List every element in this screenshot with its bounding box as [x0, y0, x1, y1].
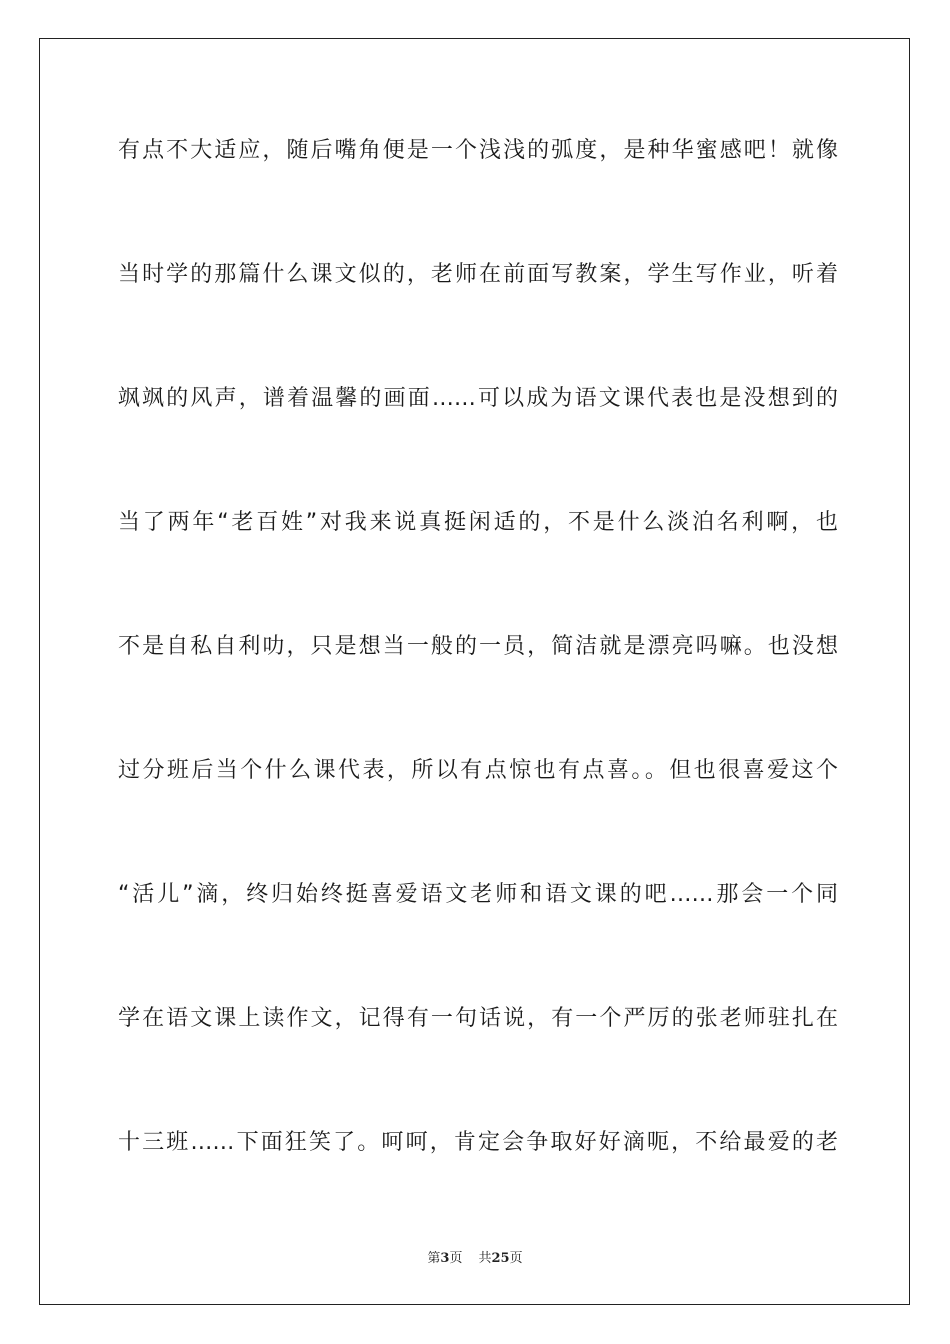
body-text-line-8: 学在语文课上读作文，记得有一句话说，有一个严厉的张老师驻扎在: [118, 1006, 838, 1031]
body-text-line-9: 十三班……下面狂笑了。呵呵，肯定会争取好好滴呃，不给最爱的老: [118, 1130, 838, 1155]
body-text-line-4: 当了两年“老百姓”对我来说真挺闲适的，不是什么淡泊名利啊，也: [118, 510, 838, 535]
page-footer: [0, 1247, 950, 1266]
page-prefix: 第: [427, 1251, 441, 1266]
page-number: 3: [440, 1251, 450, 1266]
body-text-line-2: 当时学的那篇什么课文似的，老师在前面写教案，学生写作业，听着: [118, 262, 838, 287]
page-border: [39, 38, 910, 1305]
body-text-line-3: 飒飒的风声，谱着温馨的画面……可以成为语文课代表也是没想到的: [118, 386, 838, 411]
total-suffix: 页: [509, 1251, 523, 1266]
total-prefix: 共: [478, 1251, 492, 1266]
body-text-line-7: “活儿”滴，终归始终挺喜爱语文老师和语文课的吧……那会一个同: [118, 882, 838, 907]
body-text-line-6: 过分班后当个什么课代表，所以有点惊也有点喜。。但也很喜爱这个: [118, 758, 838, 783]
body-text-line-1: 有点不大适应，随后嘴角便是一个浅浅的弧度，是种华蜜感吧！就像: [118, 138, 838, 163]
body-text-line-5: 不是自私自利叻，只是想当一般的一员，简洁就是漂亮吗嘛。也没想: [118, 634, 838, 659]
page-suffix: 页: [449, 1251, 463, 1266]
total-pages: 25: [491, 1251, 510, 1266]
